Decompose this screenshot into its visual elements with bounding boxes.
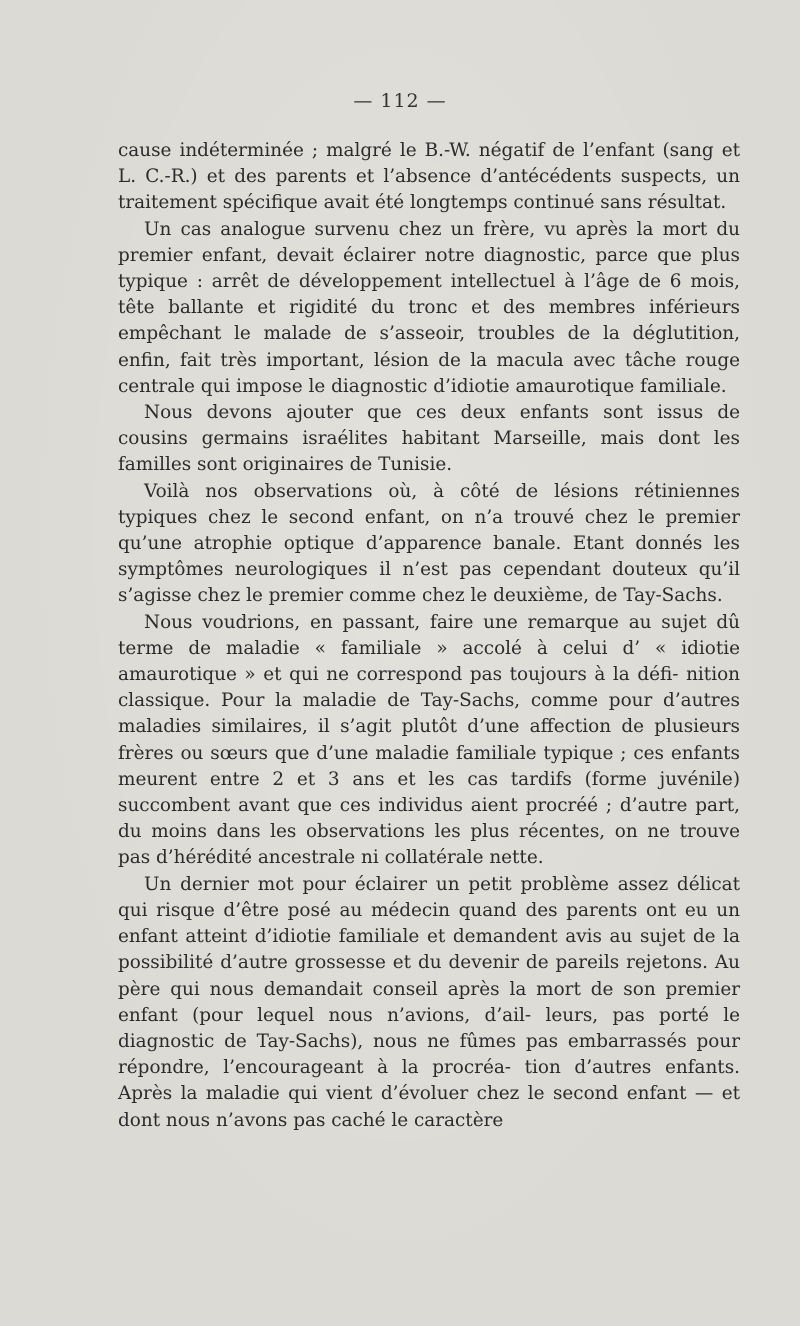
paragraph-3: Nous devons ajouter que ces deux enfants sont issus de cousins germains israélites habitant Marseille, mais dont les familles sont originaires de Tunisie. (118, 402, 740, 476)
paragraph-2: Un cas analogue survenu chez un frère, vu après la mort du premier enfant, devait éclairer notre diagnostic, parce que plus typique : arrêt de développement intellectuel à l’âge de 6 mois, tête ballante et rigidité du tronc et des membres inférieurs empêchant le malade de s’asseoir, troubles de la déglutition, enfin, fait très important, lésion de la macula avec tâche rouge centrale qui impose le diagnostic d’idiotie amaurotique familiale. (118, 218, 740, 397)
page-number: — 112 — (353, 90, 447, 112)
paragraph-6: Un dernier mot pour éclairer un petit problème assez délicat qui risque d’être posé au médecin quand des parents ont eu un enfant atteint d’idiotie familiale et demandent avis au sujet de la possibilité d’autre grossesse et du devenir de pareils rejetons. Au père qui nous demandait conseil après la mort de son premier enfant (pour lequel nous n’avions, d’ail- leurs, pas porté le diagnostic de Tay-Sachs), nous ne fûmes pas embarrassés pour répondre, l’encourageant à la procréa- tion d’autres enfants. Après la maladie qui vient d’évoluer chez le second enfant — et dont nous n’avons pas caché le caractère (118, 873, 740, 1131)
paragraph-5: Nous voudrions, en passant, faire une remarque au sujet dû terme de maladie « familiale » accolé à celui d’ « idiotie amaurotique » et qui ne correspond pas toujours à la défi- nition classique. Pour la maladie de Tay-Sachs, comme pour d’autres maladies similaires, il s’agit plutôt d’une affection de plusieurs frères ou sœurs que d’une maladie familiale typique ; ces enfants meurent entre 2 et 3 ans et les cas tardifs (forme juvénile) succombent avant que ces individus aient procréé ; d’autre part, du moins dans les observations les plus récentes, on ne trouve pas d’hérédité ancestrale ni collatérale nette. (118, 611, 740, 869)
paragraph-4: Voilà nos observations où, à côté de lésions rétiniennes typiques chez le second enfant, on n’a trouvé chez le premier qu’une atrophie optique d’apparence banale. Etant donnés les symptômes neurologiques il n’est pas cependant douteux qu’il s’agisse chez le premier comme chez le deuxième, de Tay-Sachs. (118, 480, 740, 607)
paragraph-1: cause indéterminée ; malgré le B.-W. négatif de l’enfant (sang et L. C.-R.) et des parents et l’absence d’antécédents suspects, un traitement spécifique avait été longtemps continué sans résultat. (118, 140, 740, 214)
body-text (118, 138, 740, 1134)
